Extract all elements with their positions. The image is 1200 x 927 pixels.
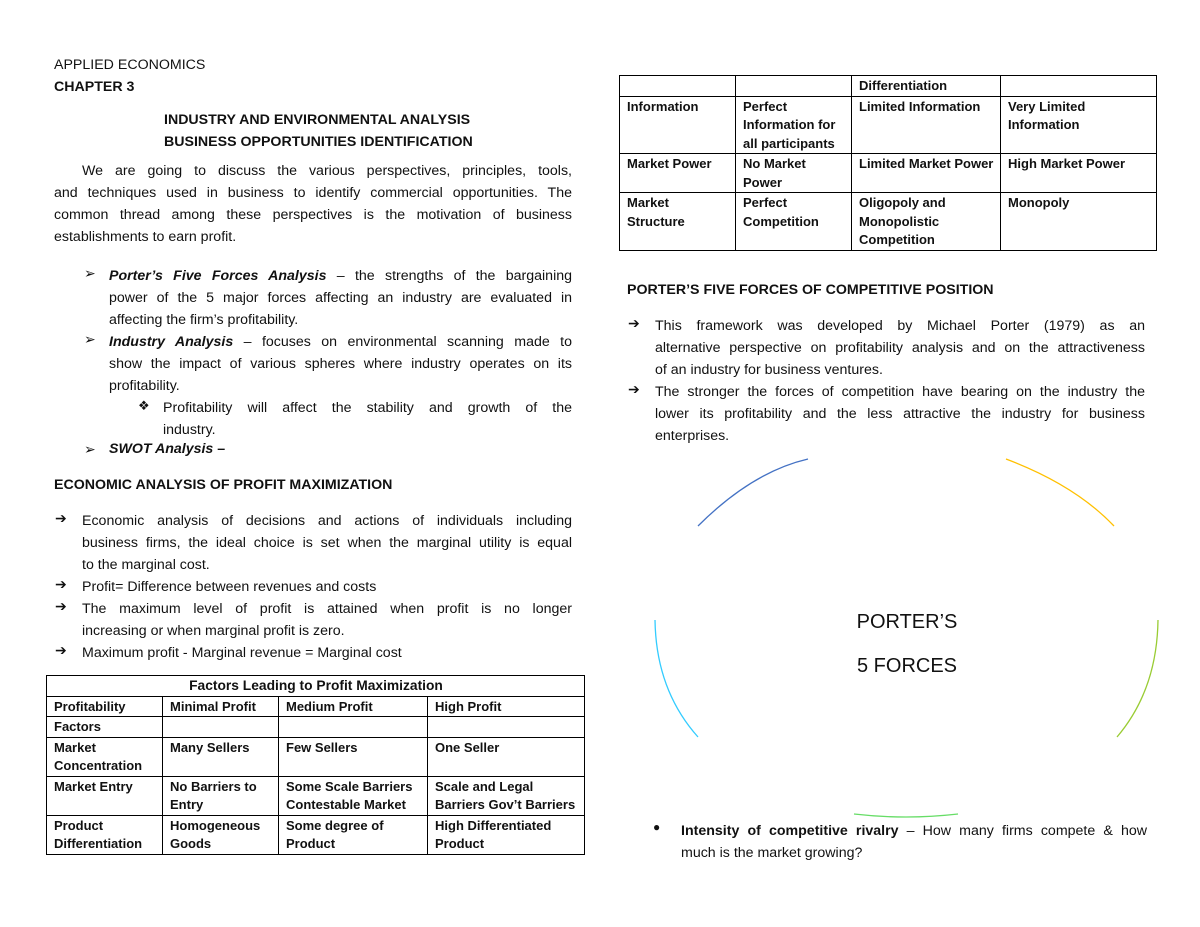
table-cell: Market Concentration (47, 737, 163, 776)
title-line-2: BUSINESS OPPORTUNITIES IDENTIFICATION (164, 134, 473, 150)
arrow-bullet-icon: ➔ (55, 577, 67, 593)
table-cell (428, 717, 585, 738)
arrowhead-bullet-icon: ➢ (84, 332, 96, 348)
table-cell: Oligopoly and Monopolistic Competition (852, 193, 1001, 251)
arrow-bullet-icon: ➔ (628, 316, 640, 332)
chapter-label: CHAPTER 3 (54, 79, 135, 95)
force-arc-top-right (1006, 459, 1114, 526)
table-header-cell: Minimal Profit (163, 696, 279, 717)
rivalry-term: Intensity of competitive rivalry (681, 823, 899, 839)
porter-bullet-text: of an industry for business ventures. (655, 362, 883, 378)
market-structure-table (619, 75, 1157, 251)
table-cell: Product Differentiation (47, 815, 163, 854)
table-row (620, 193, 1157, 251)
diagram-title-line-1: PORTER’S (856, 611, 958, 633)
table-cell: High Market Power (1001, 154, 1157, 193)
table-cell (279, 717, 428, 738)
bullet-swot (109, 441, 225, 457)
table-cell: Some Scale Barriers Contestable Market (279, 776, 428, 815)
porter-bullet-text: lower its profitability and the less attractive the industry for business (655, 406, 1145, 422)
table-cell: Monopoly (1001, 193, 1157, 251)
bullet-porter (109, 265, 572, 331)
table-row (47, 717, 585, 738)
table-row (47, 737, 585, 776)
table-cell: Limited Market Power (852, 154, 1001, 193)
industry-term: Industry Analysis (109, 334, 234, 350)
econ-bullet-2: Profit= Difference between revenues and costs (82, 579, 377, 595)
table-cell: Information (620, 96, 736, 154)
arrowhead-bullet-icon: ➢ (84, 442, 96, 458)
title-line-1: INDUSTRY AND ENVIRONMENTAL ANALYSIS (164, 112, 471, 128)
table-cell (620, 76, 736, 97)
arrow-bullet-icon: ➔ (55, 643, 67, 659)
swot-text: – (213, 441, 226, 457)
porter-text: power of the 5 major forces affecting an industry are evaluated in (109, 290, 572, 306)
profit-maximization-table (46, 675, 585, 855)
table-cell: Perfect Information for all participants (736, 96, 852, 154)
force-arc-top-left (698, 459, 808, 526)
table-cell: No Market Power (736, 154, 852, 193)
table-cell: Factors (47, 717, 163, 738)
econ-bullet-3 (82, 598, 572, 642)
rivalry-bullet (681, 820, 1147, 864)
econ-text: Economic analysis of decisions and actions of individuals including (82, 513, 572, 529)
econ-heading: ECONOMIC ANALYSIS OF PROFIT MAXIMIZATION (54, 477, 393, 493)
industry-text: profitability. (109, 378, 180, 394)
force-arc-bottom (854, 814, 958, 817)
econ-bullet-1 (82, 510, 572, 576)
table-caption-row (47, 676, 585, 697)
table-cell: Market Structure (620, 193, 736, 251)
table-caption: Factors Leading to Profit Maximization (47, 676, 585, 697)
intro-line: and techniques used in business to identify commercial opportunities. The (54, 185, 572, 201)
econ-text: to the marginal cost. (82, 557, 210, 573)
intro-line: common thread among these perspectives is the motivation of business (54, 207, 572, 223)
bullet-industry (109, 331, 572, 397)
bullet-profitability (163, 397, 572, 441)
table-header-cell: High Profit (428, 696, 585, 717)
table-row (47, 815, 585, 854)
table-cell: Scale and Legal Barriers Gov’t Barriers (428, 776, 585, 815)
table-row (47, 776, 585, 815)
intro-paragraph (54, 160, 572, 248)
dot-bullet-icon: ● (653, 820, 661, 834)
table-cell: Market Power (620, 154, 736, 193)
swot-term: SWOT Analysis (109, 441, 214, 457)
porter-bullet-text: enterprises. (655, 428, 730, 444)
industry-text: show the impact of various spheres where industry operates on its (109, 356, 572, 372)
table-cell: Many Sellers (163, 737, 279, 776)
arrow-bullet-icon: ➔ (55, 511, 67, 527)
table-cell: Few Sellers (279, 737, 428, 776)
porter-text: – the strengths of the bargaining (326, 268, 572, 284)
porter-bullet-text: The stronger the forces of competition have bearing on the industry the (655, 384, 1145, 400)
diagram-title-line-2: 5 FORCES (856, 655, 958, 677)
econ-text: increasing or when marginal profit is zero. (82, 623, 345, 639)
porter-bullet-text: This framework was developed by Michael Porter (1979) as an (655, 318, 1145, 334)
five-forces-diagram (640, 450, 1170, 830)
profitability-text: Profitability will affect the stability and growth of the (163, 400, 572, 416)
porter-term: Porter’s Five Forces Analysis (109, 268, 327, 284)
table-cell: Perfect Competition (736, 193, 852, 251)
table-row (620, 76, 1157, 97)
force-arc-left (655, 620, 698, 737)
table-cell: Very Limited Information (1001, 96, 1157, 154)
table-row (620, 154, 1157, 193)
table-header-row (47, 696, 585, 717)
table-cell: No Barriers to Entry (163, 776, 279, 815)
table-cell: One Seller (428, 737, 585, 776)
porter-heading: PORTER’S FIVE FORCES OF COMPETITIVE POSITION (627, 282, 994, 298)
table-cell: Limited Information (852, 96, 1001, 154)
table-header-cell: Medium Profit (279, 696, 428, 717)
rivalry-text: much is the market growing? (681, 845, 863, 861)
porter-bullet-2 (655, 381, 1145, 447)
table-cell: Homogeneous Goods (163, 815, 279, 854)
table-cell (736, 76, 852, 97)
subject-label: APPLIED ECONOMICS (54, 57, 206, 73)
industry-text: – focuses on environmental scanning made to (233, 334, 572, 350)
porter-bullet-1 (655, 315, 1145, 381)
econ-bullet-4: Maximum profit - Marginal revenue = Marginal cost (82, 645, 402, 661)
arrow-bullet-icon: ➔ (55, 599, 67, 615)
arrow-bullet-icon: ➔ (628, 382, 640, 398)
force-arc-right (1117, 620, 1158, 737)
rivalry-text: – How many firms compete & how (898, 823, 1147, 839)
table-cell (1001, 76, 1157, 97)
table-cell: Differentiation (852, 76, 1001, 97)
table-cell: High Differentiated Product (428, 815, 585, 854)
table-row (620, 96, 1157, 154)
porter-text: affecting the firm’s profitability. (109, 312, 299, 328)
diamond-bullet-icon: ❖ (138, 398, 150, 413)
econ-text: business firms, the ideal choice is set when the marginal utility is equal (82, 535, 572, 551)
porter-bullet-text: alternative perspective on profitability analysis and on the attractiveness (655, 340, 1145, 356)
table-cell: Some degree of Product (279, 815, 428, 854)
intro-line: We are going to discuss the various perspectives, principles, tools, (82, 163, 572, 179)
econ-text: The maximum level of profit is attained when profit is no longer (82, 601, 572, 617)
profitability-text: industry. (163, 422, 216, 438)
intro-line: establishments to earn profit. (54, 229, 237, 245)
arrowhead-bullet-icon: ➢ (84, 266, 96, 282)
table-header-cell: Profitability (47, 696, 163, 717)
table-cell (163, 717, 279, 738)
table-cell: Market Entry (47, 776, 163, 815)
